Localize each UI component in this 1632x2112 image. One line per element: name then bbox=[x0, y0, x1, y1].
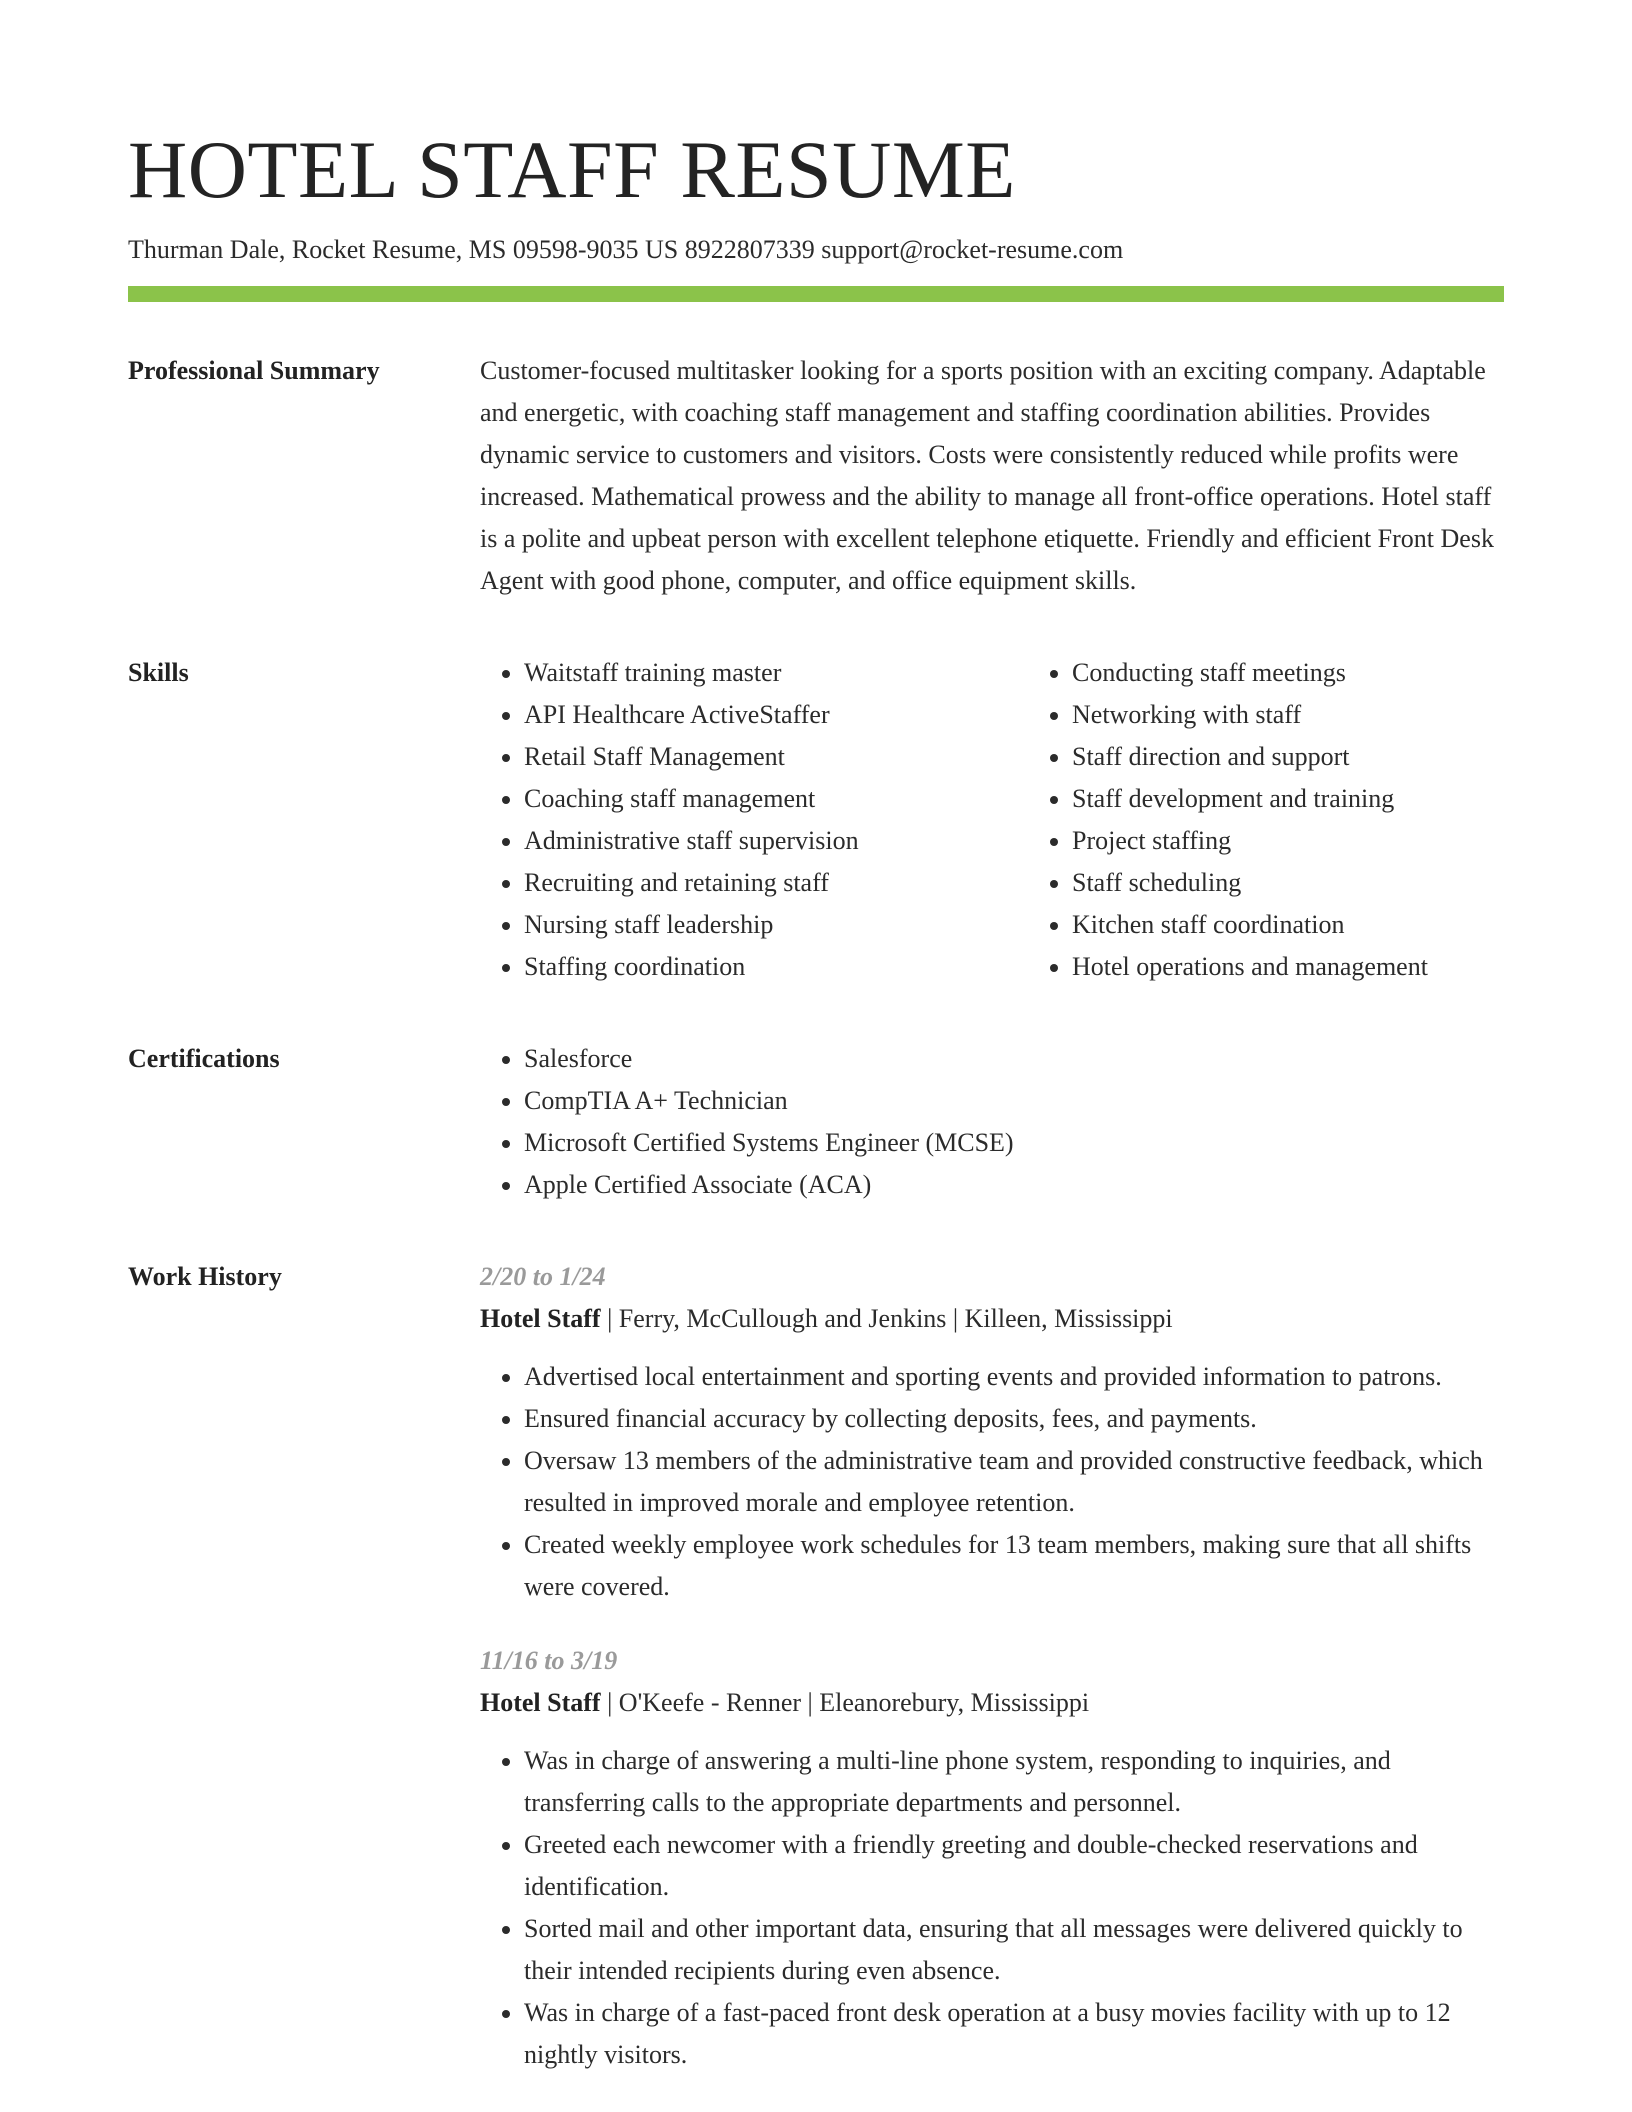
summary-text: Customer-focused multitasker looking for a sports position with an exciting company. Adaptable and energetic, with coaching staff management and staffing coordination abilities. Provides dynamic service to customers and visitors. Costs were consistently reduced while profits were increased. Mathematical prowess and the ability to manage all front-office operations. Hotel staff is a polite and upbeat person with excellent telephone etiquette. Friendly and efficient Front Desk Agent with good phone, computer, and office equipment skills. bbox=[480, 356, 1494, 595]
summary-section bbox=[128, 350, 1504, 602]
skill-item: • Project staffing bbox=[1072, 820, 1576, 862]
job-entry bbox=[480, 1640, 1504, 2076]
section-label-work-history: Work History bbox=[128, 1262, 282, 1291]
skill-item: • Retail Staff Management bbox=[524, 736, 1028, 778]
job-bullet: • Sorted mail and other important data, ensuring that all messages were delivered quickly to their intended recipients during even absence. bbox=[524, 1908, 1504, 1992]
job-bullet: • Greeted each newcomer with a friendly greeting and double-checked reservations and identification. bbox=[524, 1824, 1504, 1908]
certification-item: • Salesforce bbox=[524, 1038, 1504, 1080]
skill-item: • API Healthcare ActiveStaffer bbox=[524, 694, 1028, 736]
certifications-content bbox=[480, 1038, 1504, 1206]
job-employer-location: | O'Keefe - Renner | Eleanorebury, Mississippi bbox=[600, 1688, 1090, 1717]
certifications-list bbox=[480, 1038, 1504, 1206]
skill-item: • Staff scheduling bbox=[1072, 862, 1576, 904]
job-heading bbox=[480, 1298, 1504, 1340]
skills-list-right bbox=[1028, 652, 1576, 988]
job-bullet: • Was in charge of answering a multi-line phone system, responding to inquiries, and transferring calls to the appropriate departments and personnel. bbox=[524, 1740, 1504, 1824]
work-history-section bbox=[128, 1256, 1504, 2076]
job-bullet: • Advertised local entertainment and sporting events and provided information to patrons. bbox=[524, 1356, 1504, 1398]
job-entry bbox=[480, 1256, 1504, 1608]
header-divider bbox=[128, 286, 1504, 302]
job-dates: 2/20 to 1/24 bbox=[480, 1262, 606, 1291]
skill-item: • Networking with staff bbox=[1072, 694, 1576, 736]
certification-item: • Microsoft Certified Systems Engineer (MCSE) bbox=[524, 1122, 1504, 1164]
skill-item: • Waitstaff training master bbox=[524, 652, 1028, 694]
skill-item: • Nursing staff leadership bbox=[524, 904, 1028, 946]
skill-item: • Hotel operations and management bbox=[1072, 946, 1576, 988]
work-history-content bbox=[480, 1256, 1504, 2076]
job-bullet: • Was in charge of a fast-paced front desk operation at a busy movies facility with up to 12 nightly visitors. bbox=[524, 1992, 1504, 2076]
skills-section bbox=[128, 652, 1504, 988]
skill-item: • Staffing coordination bbox=[524, 946, 1028, 988]
skill-item: • Conducting staff meetings bbox=[1072, 652, 1576, 694]
job-bullet: • Ensured financial accuracy by collecting deposits, fees, and payments. bbox=[524, 1398, 1504, 1440]
section-label-summary: Professional Summary bbox=[128, 356, 380, 385]
certifications-section bbox=[128, 1038, 1504, 1206]
section-label-skills: Skills bbox=[128, 658, 189, 687]
skill-item: • Coaching staff management bbox=[524, 778, 1028, 820]
contact-line: Thurman Dale, Rocket Resume, MS 09598-9035 US 8922807339 support@rocket-resume.com bbox=[128, 235, 1124, 264]
job-bullet: • Oversaw 13 members of the administrative team and provided constructive feedback, which resulted in improved morale and employee retention. bbox=[524, 1440, 1504, 1524]
skill-item: • Staff development and training bbox=[1072, 778, 1576, 820]
skill-item: • Staff direction and support bbox=[1072, 736, 1576, 778]
job-bullet: • Created weekly employee work schedules for 13 team members, making sure that all shifts were covered. bbox=[524, 1524, 1504, 1608]
job-employer-location: | Ferry, McCullough and Jenkins | Killeen, Mississippi bbox=[600, 1304, 1173, 1333]
skill-item: • Recruiting and retaining staff bbox=[524, 862, 1028, 904]
skill-item: • Kitchen staff coordination bbox=[1072, 904, 1576, 946]
job-heading bbox=[480, 1682, 1504, 1724]
skills-list-left bbox=[480, 652, 1028, 988]
job-bullets bbox=[480, 1740, 1504, 2076]
certification-item: • CompTIA A+ Technician bbox=[524, 1080, 1504, 1122]
job-title: Hotel Staff bbox=[480, 1304, 601, 1333]
resume-page bbox=[128, 120, 1504, 2076]
resume-title: HOTEL STAFF RESUME bbox=[128, 124, 1016, 215]
job-dates: 11/16 to 3/19 bbox=[480, 1646, 618, 1675]
skills-content bbox=[480, 652, 1576, 988]
certification-item: • Apple Certified Associate (ACA) bbox=[524, 1164, 1504, 1206]
skill-item: • Administrative staff supervision bbox=[524, 820, 1028, 862]
job-title: Hotel Staff bbox=[480, 1688, 601, 1717]
section-label-certifications: Certifications bbox=[128, 1044, 280, 1073]
job-bullets bbox=[480, 1356, 1504, 1608]
summary-content bbox=[480, 350, 1504, 602]
